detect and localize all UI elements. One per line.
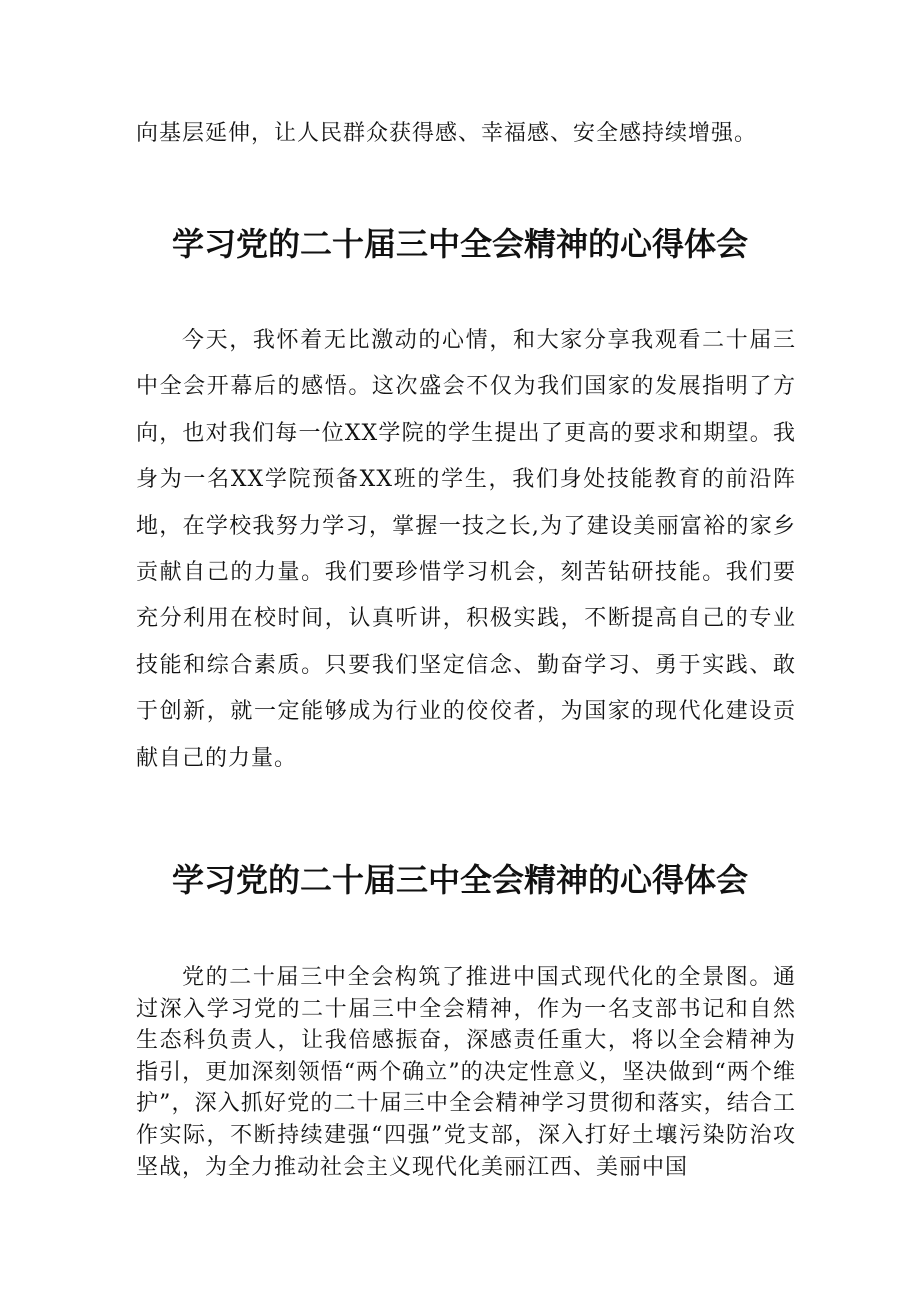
intro-paragraph: 向基层延伸，让人民群众获得感、幸福感、安全感持续增强。 xyxy=(136,121,758,146)
section1-body: 今天，我怀着无比激动的心情，和大家分享我观看二十届三中全会开幕后的感悟。这次盛会不仅为我们国家的发展指明了方向，也对我们每一位XX学院的学生提出了更高的要求和期望。我身为一名XX学院预备XX班的学生，我们身处技能教育的前沿阵地，在学校我努力学习，掌握一技之长,为了建设美丽富裕的家乡贡献自己的力量。我们要珍惜学习机会，刻苦钻研技能。我们要充分利用在校时间，认真听讲，积极实践，不断提高自己的专业技能和综合素质。只要我们坚定信念、勤奋学习、勇于实践、敢于创新，就一定能够成为行业的佼佼者，为国家的现代化建设贡献自己的力量。 xyxy=(136,328,796,771)
section2-heading: 学习党的二十届三中全会精神的心得体会 xyxy=(171,861,748,899)
section1-heading: 学习党的二十届三中全会精神的心得体会 xyxy=(171,225,748,263)
section2-body: 党的二十届三中全会构筑了推进中国式现代化的全景图。通过深入学习党的二十届三中全会精神，作为一名支部书记和自然生态科负责人，让我倍感振奋，深感责任重大，将以全会精神为指引，更加深刻领悟“两个确立”的决定性意义，坚决做到“两个维护”，深入抓好党的二十届三中全会精神学习贯彻和落实，结合工作实际，不断持续建强“四强”党支部，深入打好土壤污染防治攻坚战，为全力推动社会主义现代化美丽江西、美丽中国 xyxy=(136,965,796,1180)
